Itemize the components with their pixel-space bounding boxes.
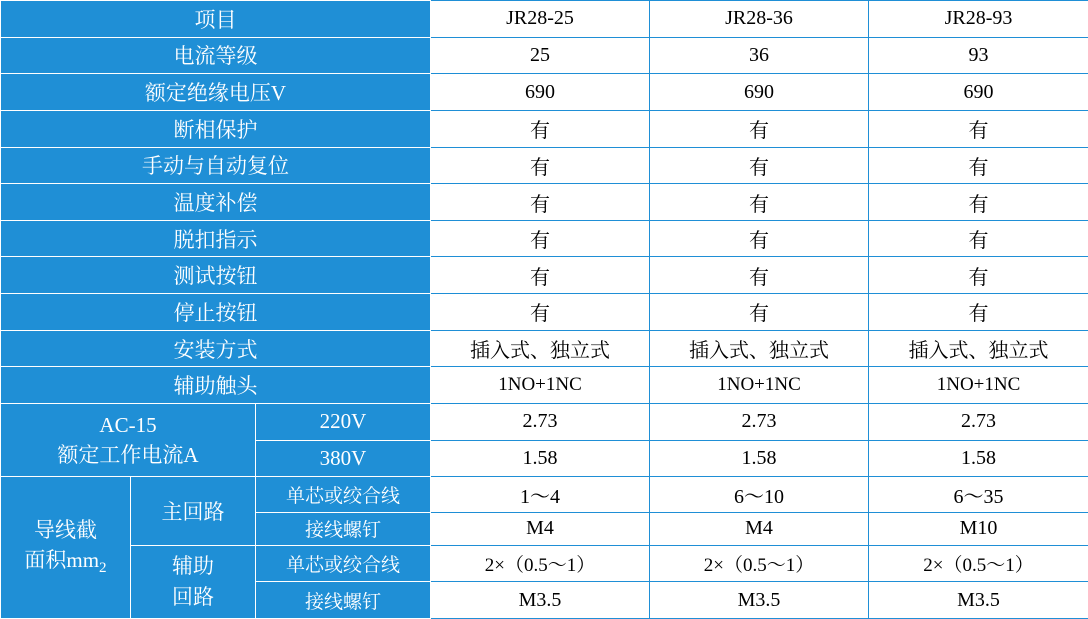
header-item-label: 项目 — [1, 1, 431, 38]
row-value: 插入式、独立式 — [869, 330, 1088, 367]
row-value: 有 — [869, 110, 1088, 147]
row-value: 25 — [431, 37, 650, 74]
wire-sub-label-single-core: 单芯或绞合线 — [256, 545, 431, 582]
row-label: 测试按钮 — [1, 257, 431, 294]
row-value: 插入式、独立式 — [650, 330, 869, 367]
wire-value: 2×（0.5～1） — [869, 545, 1088, 582]
row-value: 有 — [650, 257, 869, 294]
row-value: 36 — [650, 37, 869, 74]
table-row — [1, 74, 1088, 111]
table-row — [1, 294, 1088, 331]
row-value: 690 — [650, 74, 869, 111]
table-row — [1, 257, 1088, 294]
row-value: 690 — [431, 74, 650, 111]
row-value: 有 — [650, 220, 869, 257]
row-value: 有 — [869, 147, 1088, 184]
row-value: 93 — [869, 37, 1088, 74]
row-value: 有 — [431, 257, 650, 294]
wire-label-superscript: 2 — [99, 560, 107, 577]
ac15-value: 2.73 — [431, 404, 650, 441]
row-value: 插入式、独立式 — [431, 330, 650, 367]
row-label: 手动与自动复位 — [1, 147, 431, 184]
ac15-sub-label-220v: 220V — [256, 404, 431, 441]
header-model-1: JR28-25 — [431, 1, 650, 38]
header-model-2: JR28-36 — [650, 1, 869, 38]
wire-value: 1～4 — [431, 477, 650, 512]
table-row — [1, 367, 1088, 404]
row-value: 有 — [431, 220, 650, 257]
row-value: 有 — [869, 257, 1088, 294]
wire-value: 2×（0.5～1） — [431, 545, 650, 582]
ac15-row-220v — [1, 404, 1088, 441]
wire-aux-label-line2: 回路 — [172, 584, 214, 609]
wire-section-label — [1, 477, 131, 619]
ac15-label-line2: 额定工作电流A — [57, 443, 199, 468]
row-label: 停止按钮 — [1, 294, 431, 331]
row-value: 有 — [650, 184, 869, 221]
table-row — [1, 110, 1088, 147]
wire-value: 6～10 — [650, 477, 869, 512]
wire-label-line1: 导线截 — [34, 517, 97, 542]
wire-value: M10 — [869, 512, 1088, 545]
ac15-label — [1, 404, 256, 477]
wire-value: 6～35 — [869, 477, 1088, 512]
row-value: 有 — [431, 147, 650, 184]
row-value: 有 — [431, 294, 650, 331]
wire-main-circuit-label: 主回路 — [131, 477, 256, 546]
wire-aux-label-line1: 辅助 — [172, 554, 214, 579]
ac15-sub-label-380v: 380V — [256, 440, 431, 477]
wire-label-line2: 面积$mm_2$ — [24, 548, 107, 577]
row-label: 电流等级 — [1, 37, 431, 74]
ac15-label-line1: AC-15 — [99, 412, 157, 437]
wire-value: M4 — [431, 512, 650, 545]
row-value: 有 — [431, 184, 650, 221]
wire-value: M3.5 — [869, 582, 1088, 619]
wire-aux-single-core-row — [1, 545, 1088, 582]
row-label: 额定绝缘电压V — [1, 74, 431, 111]
row-value: 1NO+1NC — [431, 367, 650, 404]
wire-main-single-core-row — [1, 477, 1088, 512]
wire-value: M4 — [650, 512, 869, 545]
wire-sub-label-screw: 接线螺钉 — [256, 582, 431, 619]
row-label: 断相保护 — [1, 110, 431, 147]
ac15-value: 2.73 — [869, 404, 1088, 441]
ac15-value: 2.73 — [650, 404, 869, 441]
table-header-row — [1, 1, 1088, 38]
row-value: 有 — [431, 110, 650, 147]
ac15-value: 1.58 — [650, 440, 869, 477]
table-row — [1, 184, 1088, 221]
row-value: 1NO+1NC — [869, 367, 1088, 404]
row-value: 有 — [650, 110, 869, 147]
row-value: 有 — [869, 294, 1088, 331]
wire-aux-circuit-label — [131, 545, 256, 618]
row-value: 有 — [869, 184, 1088, 221]
wire-sub-label-screw: 接线螺钉 — [256, 512, 431, 545]
row-label: 脱扣指示 — [1, 220, 431, 257]
wire-value: 2×（0.5～1） — [650, 545, 869, 582]
row-value: 690 — [869, 74, 1088, 111]
row-label: 温度补偿 — [1, 184, 431, 221]
table-row — [1, 37, 1088, 74]
table-row — [1, 147, 1088, 184]
header-model-3: JR28-93 — [869, 1, 1088, 38]
wire-value: M3.5 — [650, 582, 869, 619]
row-value: 有 — [869, 220, 1088, 257]
wire-value: M3.5 — [431, 582, 650, 619]
ac15-value: 1.58 — [431, 440, 650, 477]
row-value: 1NO+1NC — [650, 367, 869, 404]
row-label: 辅助触头 — [1, 367, 431, 404]
row-label: 安装方式 — [1, 330, 431, 367]
table-row — [1, 220, 1088, 257]
wire-sub-label-single-core: 单芯或绞合线 — [256, 477, 431, 512]
row-value: 有 — [650, 147, 869, 184]
ac15-value: 1.58 — [869, 440, 1088, 477]
row-value: 有 — [650, 294, 869, 331]
table-row — [1, 330, 1088, 367]
